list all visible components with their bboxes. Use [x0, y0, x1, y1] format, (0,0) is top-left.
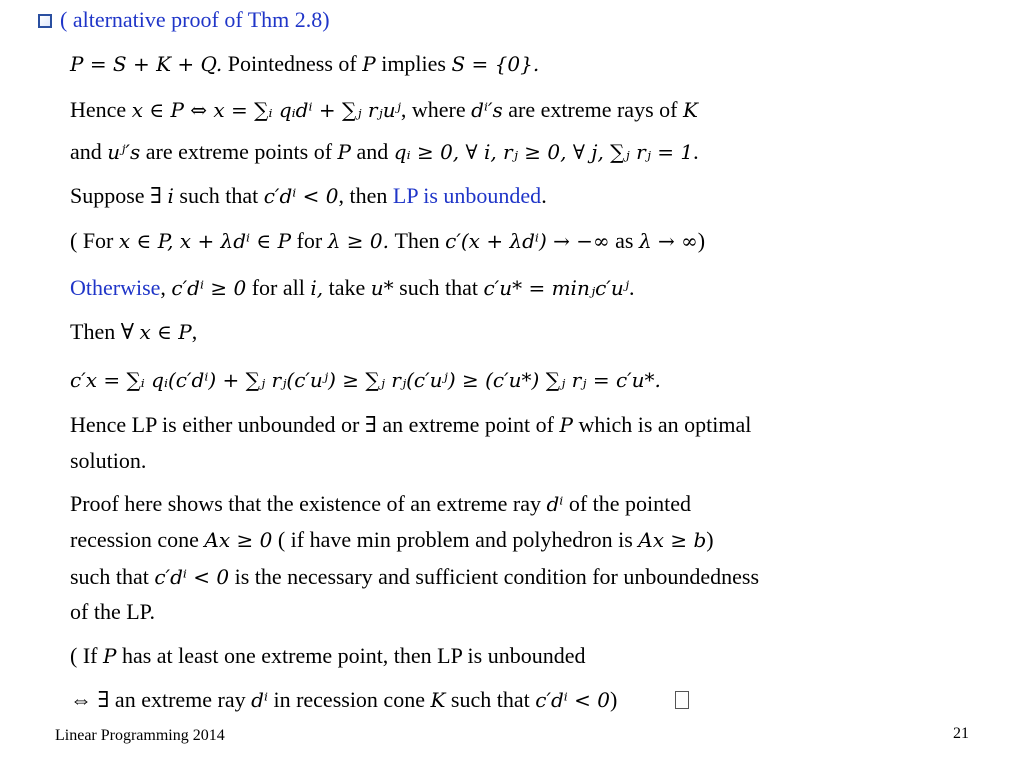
math-expr: c′x = ∑ᵢ qᵢ(c′dⁱ) + ∑ⱼ rⱼ(c′uʲ) ≥ ∑ⱼ rⱼ(c′uʲ) ≥ (c′u*) ∑ⱼ rⱼ = c′u*.	[70, 368, 661, 392]
text: such that	[70, 564, 155, 589]
text: which is an optimal	[572, 412, 752, 437]
footer-course-title: Linear Programming 2014	[55, 727, 225, 744]
line-then-forall	[70, 318, 197, 346]
math-expr: dⁱ	[251, 688, 268, 712]
text: such that	[173, 183, 264, 208]
line-extreme-points	[70, 138, 699, 166]
math-expr: λ ≥ 0.	[327, 229, 389, 253]
text: ,	[191, 319, 198, 344]
math-expr: Ax ≥ b	[638, 528, 707, 552]
text: Then ∀	[70, 319, 140, 344]
math-expr: dⁱ	[546, 492, 564, 516]
math-expr: x ∈ P, x + λdⁱ ∈ P	[118, 229, 292, 253]
math-expr: P = S + K + Q.	[70, 52, 223, 76]
text: Hence LP is either unbounded or ∃ an extreme point of	[70, 412, 560, 437]
line-inequality-chain	[70, 366, 661, 394]
math-expr: x ∈ P ⇔ x = ∑ᵢ qᵢdⁱ + ∑ⱼ rⱼuʲ	[131, 98, 401, 122]
text: solution.	[70, 448, 147, 473]
square-bullet-icon	[38, 14, 52, 28]
math-expr: P	[102, 644, 117, 668]
text: has at least one extreme point, then LP is unbounded	[116, 643, 586, 668]
math-expr: c′dⁱ < 0	[263, 184, 339, 208]
line-hence-representation	[70, 96, 698, 124]
heading-text: ( alternative proof of Thm 2.8)	[60, 7, 330, 32]
text: Then	[388, 228, 446, 253]
math-expr: P	[337, 140, 352, 164]
text: as	[609, 228, 639, 253]
text: ( if have min problem and polyhedron is	[272, 527, 639, 552]
math-expr: dⁱ′s	[471, 98, 503, 122]
highlight-text: LP is unbounded	[392, 183, 542, 208]
math-expr: λ → ∞	[638, 229, 698, 253]
text: of the pointed	[563, 491, 692, 516]
text: implies	[375, 51, 452, 76]
text: , where	[400, 97, 472, 122]
text: Pointedness of	[222, 51, 363, 76]
text: for	[291, 228, 328, 253]
text: take	[323, 275, 371, 300]
line-solution	[70, 447, 146, 475]
text: for all	[246, 275, 311, 300]
math-expr: c′u* = minⱼc′uʲ	[483, 276, 630, 300]
text: ,	[160, 275, 172, 300]
math-expr: K	[430, 688, 446, 712]
math-expr: i	[167, 184, 174, 208]
math-expr: x ∈ P	[139, 320, 192, 344]
line-suppose	[70, 182, 547, 210]
page-number: 21	[953, 725, 969, 742]
text: are extreme points of	[140, 139, 338, 164]
text: , then	[338, 183, 393, 208]
text: and	[70, 139, 108, 164]
text: ⇔ ∃ an extreme ray	[70, 687, 252, 712]
text: recession cone	[70, 527, 205, 552]
text: )	[697, 228, 706, 253]
line-decomposition	[70, 50, 539, 78]
text: in recession cone	[267, 687, 431, 712]
text: Hence	[70, 97, 132, 122]
line-recession-cone	[70, 526, 714, 554]
math-expr: u*	[370, 276, 394, 300]
math-expr: qᵢ ≥ 0, ∀ i, rⱼ ≥ 0, ∀ j, ∑ⱼ rⱼ = 1	[393, 140, 694, 164]
math-expr: P	[362, 52, 376, 76]
text: .	[693, 139, 699, 164]
math-expr: c′dⁱ ≥ 0	[171, 276, 247, 300]
math-expr: uʲ′s	[107, 140, 141, 164]
text: ( If	[70, 643, 103, 668]
math-expr: c′(x + λdⁱ) → −∞	[445, 229, 610, 253]
end-box-icon	[675, 691, 689, 709]
math-expr: c′dⁱ < 0	[535, 688, 611, 712]
text: are extreme rays of	[502, 97, 683, 122]
math-expr: K	[682, 98, 698, 122]
text: ( For	[70, 228, 119, 253]
text: )	[706, 527, 714, 552]
math-expr: i,	[310, 276, 324, 300]
text: and	[351, 139, 394, 164]
math-expr: c′dⁱ < 0	[154, 565, 230, 589]
math-expr: S = {0}.	[451, 52, 540, 76]
line-iff-extreme-ray	[70, 686, 689, 714]
line-if-p	[70, 642, 585, 670]
math-expr: P	[559, 413, 573, 437]
text: .	[541, 183, 547, 208]
math-expr: Ax ≥ 0	[204, 528, 273, 552]
text: is the necessary and sufficient condition for unboundedness	[229, 564, 760, 589]
slide-heading	[38, 7, 330, 33]
text: Proof here shows that the existence of an extreme ray	[70, 491, 547, 516]
text: Suppose ∃	[70, 183, 168, 208]
line-of-the-lp	[70, 598, 155, 626]
text: .	[629, 275, 635, 300]
line-otherwise	[70, 274, 635, 302]
text: of the LP.	[70, 599, 155, 624]
text: such that	[445, 687, 536, 712]
line-for-x	[70, 227, 705, 255]
text: such that	[393, 275, 484, 300]
text: )	[610, 687, 618, 712]
highlight-text: Otherwise	[70, 275, 161, 300]
line-proof-here	[70, 490, 691, 518]
line-such-that	[70, 563, 759, 591]
line-hence-lp	[70, 411, 751, 439]
